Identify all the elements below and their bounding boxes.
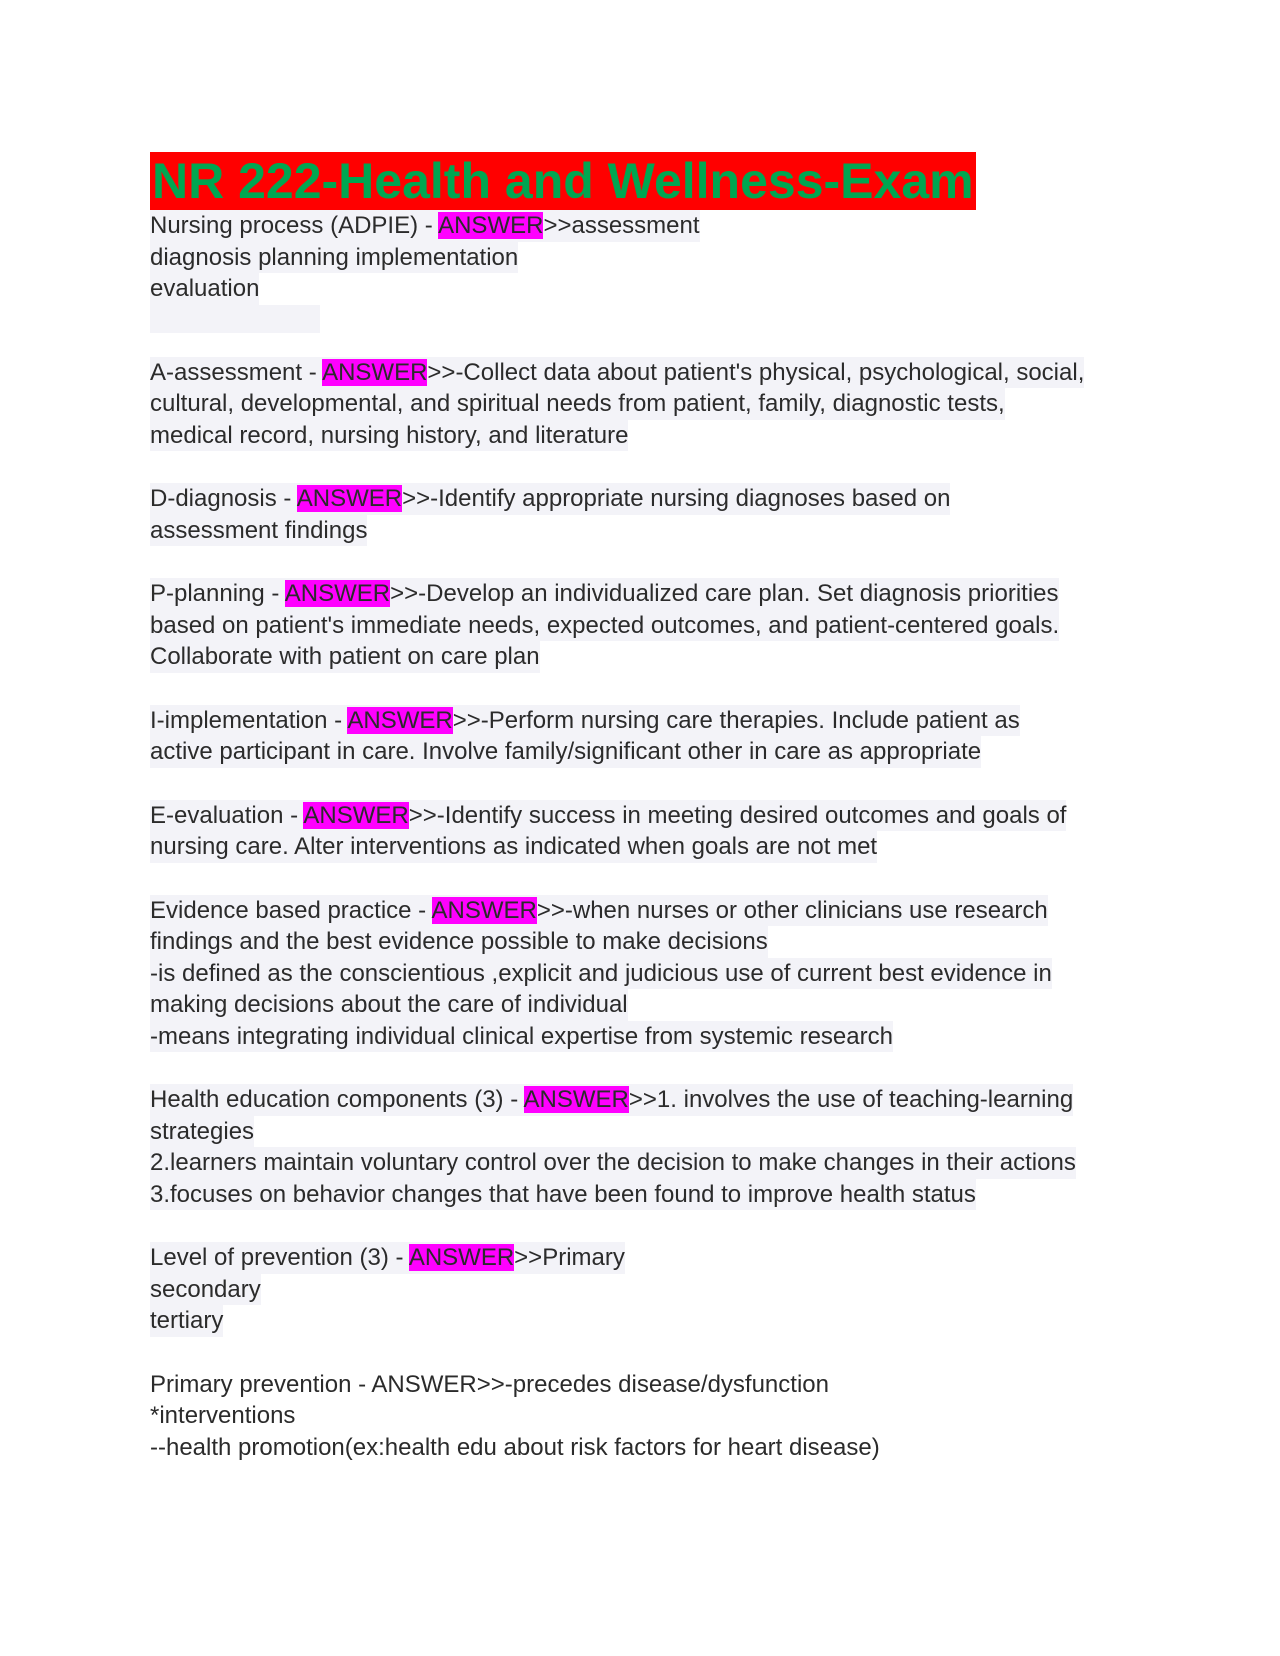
qa-entry [150,483,1130,546]
entry-line: nursing care. Alter interventions as indicated when goals are not met [150,831,877,863]
entry-line: based on patient's immediate needs, expected outcomes, and patient-centered goals. [150,610,1059,642]
entry-line: -means integrating individual clinical expertise from systemic research [150,1021,893,1053]
entry-line: making decisions about the care of individual [150,989,628,1021]
entry-line: 3.focuses on behavior changes that have been found to improve health status [150,1179,976,1211]
entry-line [150,578,1059,610]
entry-line: --health promotion(ex:health edu about risk factors for heart disease) [150,1433,880,1461]
entry-line: active participant in care. Involve family/significant other in care as appropriate [150,736,981,768]
answer-highlight: ANSWER [303,801,409,829]
entry-term: I-implementation - [150,706,348,734]
entry-answer: >>Primary [514,1244,625,1271]
entry-line: medical record, nursing history, and literature [150,420,628,452]
answer-highlight: ANSWER [347,706,453,734]
entry-term: Level of prevention (3) - [150,1244,409,1271]
document-page [150,152,1130,1495]
entry-line [150,705,1020,737]
document-title: NR 222-Health and Wellness-Exam [152,153,974,209]
qa-entry [150,705,1130,768]
entry-line: assessment findings [150,515,367,547]
entry-line: cultural, developmental, and spiritual needs from patient, family, diagnostic tests, [150,388,1005,420]
qa-list [150,210,1130,1337]
entry-line [150,483,950,515]
qa-entry-primary-prevention [150,1369,1130,1464]
entry-line [150,895,1048,927]
entry-line: *interventions [150,1402,296,1429]
answer-highlight: ANSWER [438,212,544,239]
entry-answer: >>assessment [543,212,700,239]
entry-line: Collaborate with patient on care plan [150,641,540,673]
entry-line: -is defined as the conscientious ,explicit and judicious use of current best evidence in [150,958,1052,990]
qa-entry [150,895,1130,1053]
entry-term: P-planning - [150,580,285,607]
entry-line: diagnosis planning implementation [150,242,518,274]
entry-line: evaluation [150,273,259,305]
entry-line: strategies [150,1116,254,1148]
entry-line [150,1084,1073,1116]
entry-line: Primary prevention - ANSWER>>-precedes disease/dysfunction [150,1370,829,1398]
answer-highlight: ANSWER [296,485,403,512]
blank-line [150,305,320,333]
entry-term: A-assessment - [150,358,323,386]
entry-answer: >>-Identify success in meeting desired outcomes and goals of [408,801,1067,829]
entry-term: Health education components (3) - [150,1086,524,1113]
entry-line: secondary [150,1274,261,1306]
qa-entry [150,1242,1130,1337]
entry-answer: >>-Identify appropriate nursing diagnoses based on [402,485,951,512]
qa-entry [150,1084,1130,1210]
qa-entry [150,578,1130,673]
entry-line: findings and the best evidence possible to make decisions [150,926,768,958]
answer-highlight: ANSWER [284,580,391,607]
qa-entry [150,357,1130,452]
entry-term: E-evaluation - [150,801,304,829]
answer-highlight: ANSWER [408,1244,515,1271]
entry-term: Evidence based practice - [150,896,432,924]
answer-highlight: ANSWER [523,1086,629,1113]
entry-term: D-diagnosis - [150,485,297,512]
entry-line: 2.learners maintain voluntary control over the decision to make changes in their actions [150,1147,1076,1179]
entry-answer: >>-Collect data about patient's physical, psychological, social, [427,358,1085,386]
qa-entry [150,800,1130,863]
entry-answer: >>-Perform nursing care therapies. Include patient as [452,706,1020,734]
entry-term: Nursing process (ADPIE) - [150,212,439,239]
entry-answer: >>-when nurses or other clinicians use research [536,896,1048,924]
entry-line [150,800,1066,832]
answer-highlight: ANSWER [431,896,537,924]
answer-highlight: ANSWER [322,358,428,386]
entry-line [150,210,700,242]
qa-entry [150,210,1130,333]
entry-line [150,357,1084,389]
entry-line: tertiary [150,1305,223,1337]
entry-answer: >>1. involves the use of teaching-learning [628,1086,1074,1113]
entry-answer: >>-Develop an individualized care plan. Set diagnosis priorities [390,580,1059,607]
entry-line [150,1242,625,1274]
